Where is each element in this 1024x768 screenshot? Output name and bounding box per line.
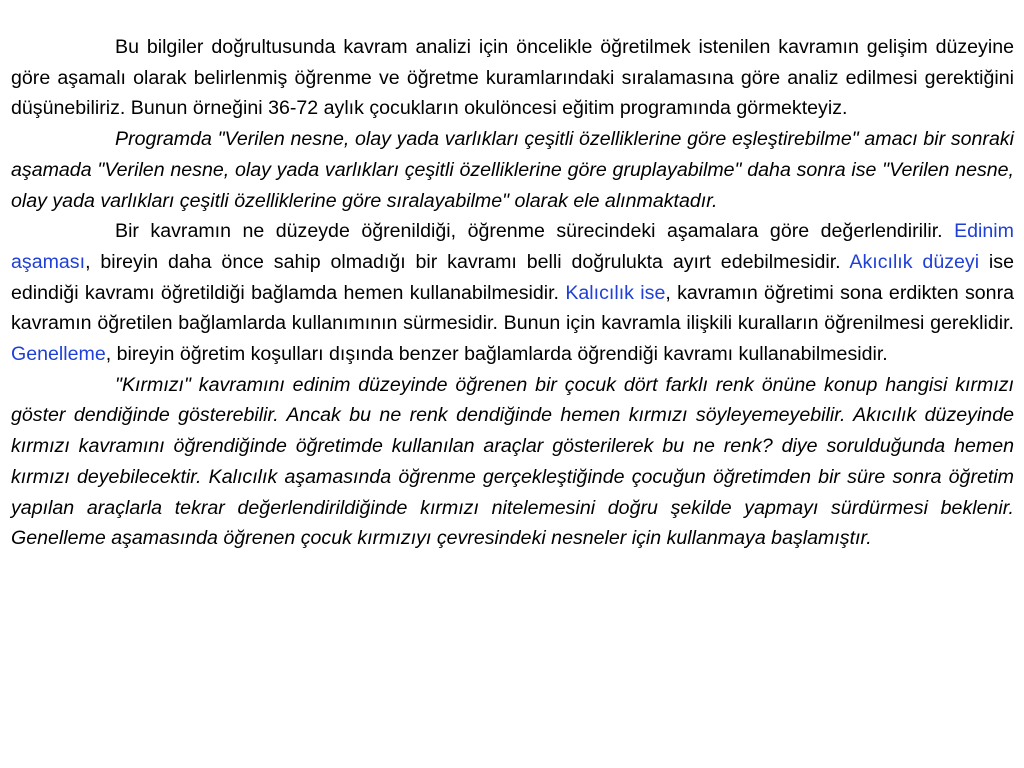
term-edinim: Edinim aşaması — [11, 220, 1014, 273]
stages-text-3: ise edindiği kavramı öğretildiği bağlamda hemen kullanabilmesidir. — [11, 250, 1014, 304]
term-genelleme: Genelleme — [11, 343, 106, 366]
stages-text-1: Bir kavramın ne düzeyde öğrenildiği, öğrenme sürecindeki aşamalara göre değerlendirilir. — [115, 220, 955, 243]
stages-text-5: , bireyin öğretim koşulları dışında benzer bağlamlarda öğrendiği kavramı kullanabilmesidir. — [105, 343, 888, 366]
stages-text-2: , bireyin daha önce sahip olmadığı bir kavramı belli doğrulukta ayırt edebilmesidir. — [85, 250, 850, 273]
term-kalicilik: Kalıcılık ise — [565, 281, 666, 304]
stages-text-4: , kavramın öğretimi sona erdikten sonra kavramın öğretilen bağlamlarda kullanımının sürmesidir. Bunun için kavramla ilişkili kuralların öğrenilmesi gereklidir. — [11, 281, 1014, 335]
paragraph-learning-stages — [11, 216, 1014, 370]
document-body — [11, 32, 1014, 554]
paragraph-red-example: "Kırmızı" kavramını edinim düzeyinde öğrenen bir çocuk dört farklı renk önüne konup hangisi kırmızı göster dendiğinde gösterebilir. Ancak bu ne renk dendiğinde hemen kırmızı söyleyemeyebilir. Akıcılık düzeyinde kırmızı kavramını öğrendiğinde öğretimde kullanılan araçlar gösterilerek bu ne renk? diye sorulduğunda hemen kırmızı deyebilecektir. Kalıcılık aşamasında öğrenme gerçekleştiğinde çocuğun öğretimden bir süre sonra öğretim yapılan araçlarla tekrar değerlendirildiğinde kırmızı nitelemesini doğru şekilde yapmayı sürdürmesi beklenir. Genelleme aşamasında öğrenen çocuk kırmızıyı çevresindeki nesneler için kullanmaya başlamıştır. — [11, 373, 1014, 550]
paragraph-program-example: Programda "Verilen nesne, olay yada varlıkları çeşitli özelliklerine göre eşleştirebilme" amacı bir sonraki aşamada "Verilen nesne, olay yada varlıkları çeşitli özelliklerine göre gruplayabilme" daha sonra ise "Verilen nesne, olay yada varlıkları çeşitli özelliklerine göre sıralayabilme" olarak ele alınmaktadır. — [11, 128, 1014, 212]
term-akicilik: Akıcılık düzeyi — [849, 250, 980, 273]
paragraph-intro: Bu bilgiler doğrultusunda kavram analizi için öncelikle öğretilmek istenilen kavramın gelişim düzeyine göre aşamalı olarak belirlenmiş öğrenme ve öğretme kuramlarındaki sıralamasına göre analiz edilmesi gerektiğini düşünebiliriz. Bunun örneğini 36-72 aylık çocukların okulöncesi eğitim programında görmekteyiz. — [11, 36, 1014, 120]
